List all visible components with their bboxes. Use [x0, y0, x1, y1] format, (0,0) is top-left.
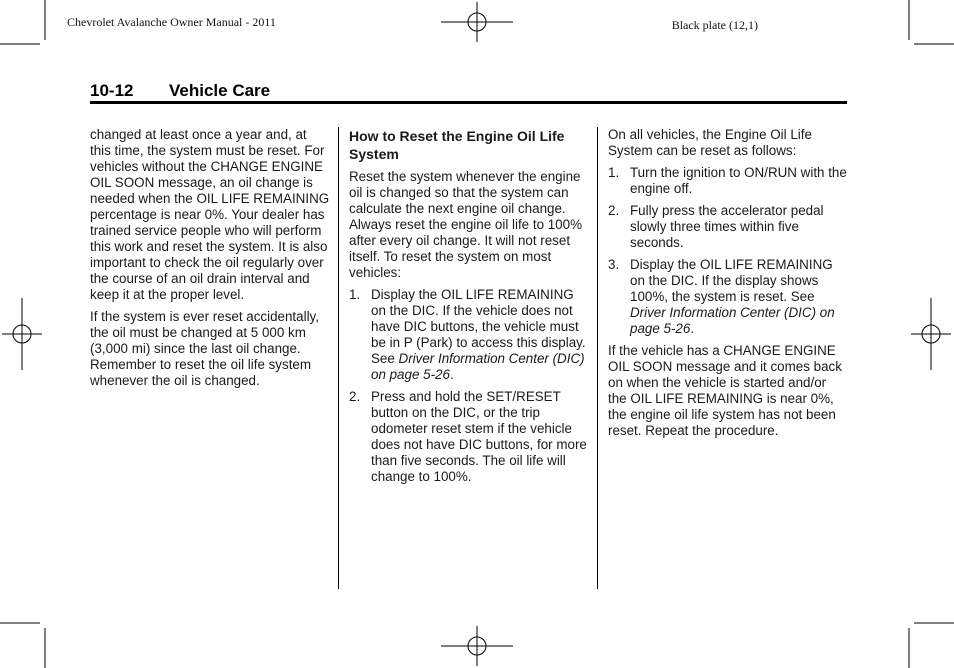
- list-item: 1. Display the OIL LIFE REMAINING on the DIC. If the vehicle does not have DIC buttons, the vehicle must be in P (Park) to access this display. See Driver Information Center (DIC) on page 5-26.: [349, 287, 586, 382]
- cross-reference-link[interactable]: Driver Information Center (DIC) on page 5-26: [630, 305, 835, 336]
- paragraph: If the system is ever reset accidentally, the oil must be changed at 5 000 km (3,000 mi) since the last oil change. Remember to reset the oil life system whenever the oil is changed.: [90, 309, 319, 388]
- paragraph: On all vehicles, the Engine Oil Life System can be reset as follows:: [608, 127, 812, 158]
- manual-title: Chevrolet Avalanche Owner Manual - 2011: [67, 15, 276, 29]
- step-number: 1.: [349, 287, 361, 302]
- subsection-heading: How to Reset the Engine Oil Life System: [349, 128, 565, 162]
- heading-rule: [90, 101, 847, 104]
- registration-target-top: [441, 2, 513, 42]
- registration-target-left: [2, 298, 42, 370]
- registration-target-bottom: [441, 626, 513, 666]
- column-divider: [338, 127, 339, 589]
- step-text: Fully press the accelerator pedal slowly three times within five seconds.: [630, 203, 824, 250]
- paragraph: changed at least once a year and, at this time, the system must be reset. For vehicles without the CHANGE ENGINE OIL SOON message, an oil change is needed when the OIL LIFE REMAINING percentage is near 0%. Your dealer has trained service people who will perform this work and reset the system. It is also important to check the oil regularly over the course of an oil drain interval and keep it at the proper level.: [90, 127, 330, 302]
- step-text: Display the OIL LIFE REMAINING on the DIC. If the vehicle does not have DIC buttons, the vehicle must be in P (Park) to access this display. See: [371, 287, 586, 366]
- list-item: [608, 165, 848, 197]
- step-text: Press and hold the SET/RESET button on the DIC, or the trip odometer reset stem if the vehicle does not have DIC buttons, for more than five seconds. The oil life will change to 100%.: [371, 389, 587, 484]
- step-number: 1.: [608, 165, 620, 180]
- section-title: Vehicle Care: [169, 81, 271, 100]
- step-number: 2.: [349, 389, 361, 404]
- step-number: 3.: [608, 257, 620, 272]
- column-3: [608, 127, 848, 445]
- step-text: Display the OIL LIFE REMAINING on the DIC. If the display shows 100%, the system is reset. See: [630, 257, 833, 304]
- paragraph: Reset the system whenever the engine oil is changed so that the system can calculate the next engine oil change. Always reset the engine oil life to 100% after every oil change. It will not reset itself. To reset the system on most vehicles:: [349, 169, 582, 280]
- cross-reference-link[interactable]: Driver Information Center (DIC) on page 5-26: [371, 351, 585, 382]
- plate-label: Black plate (12,1): [671, 18, 758, 32]
- list-item: [608, 203, 848, 251]
- column-1: [90, 127, 330, 395]
- step-number: 2.: [608, 203, 620, 218]
- section-heading: [90, 81, 270, 101]
- list-item: 3. Display the OIL LIFE REMAINING on the DIC. If the display shows 100%, the system is reset. See Driver Information Center (DIC) on page 5-26.: [608, 257, 835, 336]
- column-divider: [597, 127, 598, 589]
- steps-list: [608, 165, 848, 337]
- steps-list: [349, 287, 589, 485]
- page-number: 10-12: [90, 81, 134, 100]
- column-2: [349, 127, 589, 491]
- registration-target-right: [911, 298, 951, 370]
- list-item: [349, 389, 589, 485]
- paragraph: If the vehicle has a CHANGE ENGINE OIL SOON message and it comes back on when the vehicle is started and/or the OIL LIFE REMAINING is near 0%, the engine oil life system has not been reset. Repeat the procedure.: [608, 343, 842, 438]
- step-text: Turn the ignition to ON/RUN with the engine off.: [630, 165, 847, 196]
